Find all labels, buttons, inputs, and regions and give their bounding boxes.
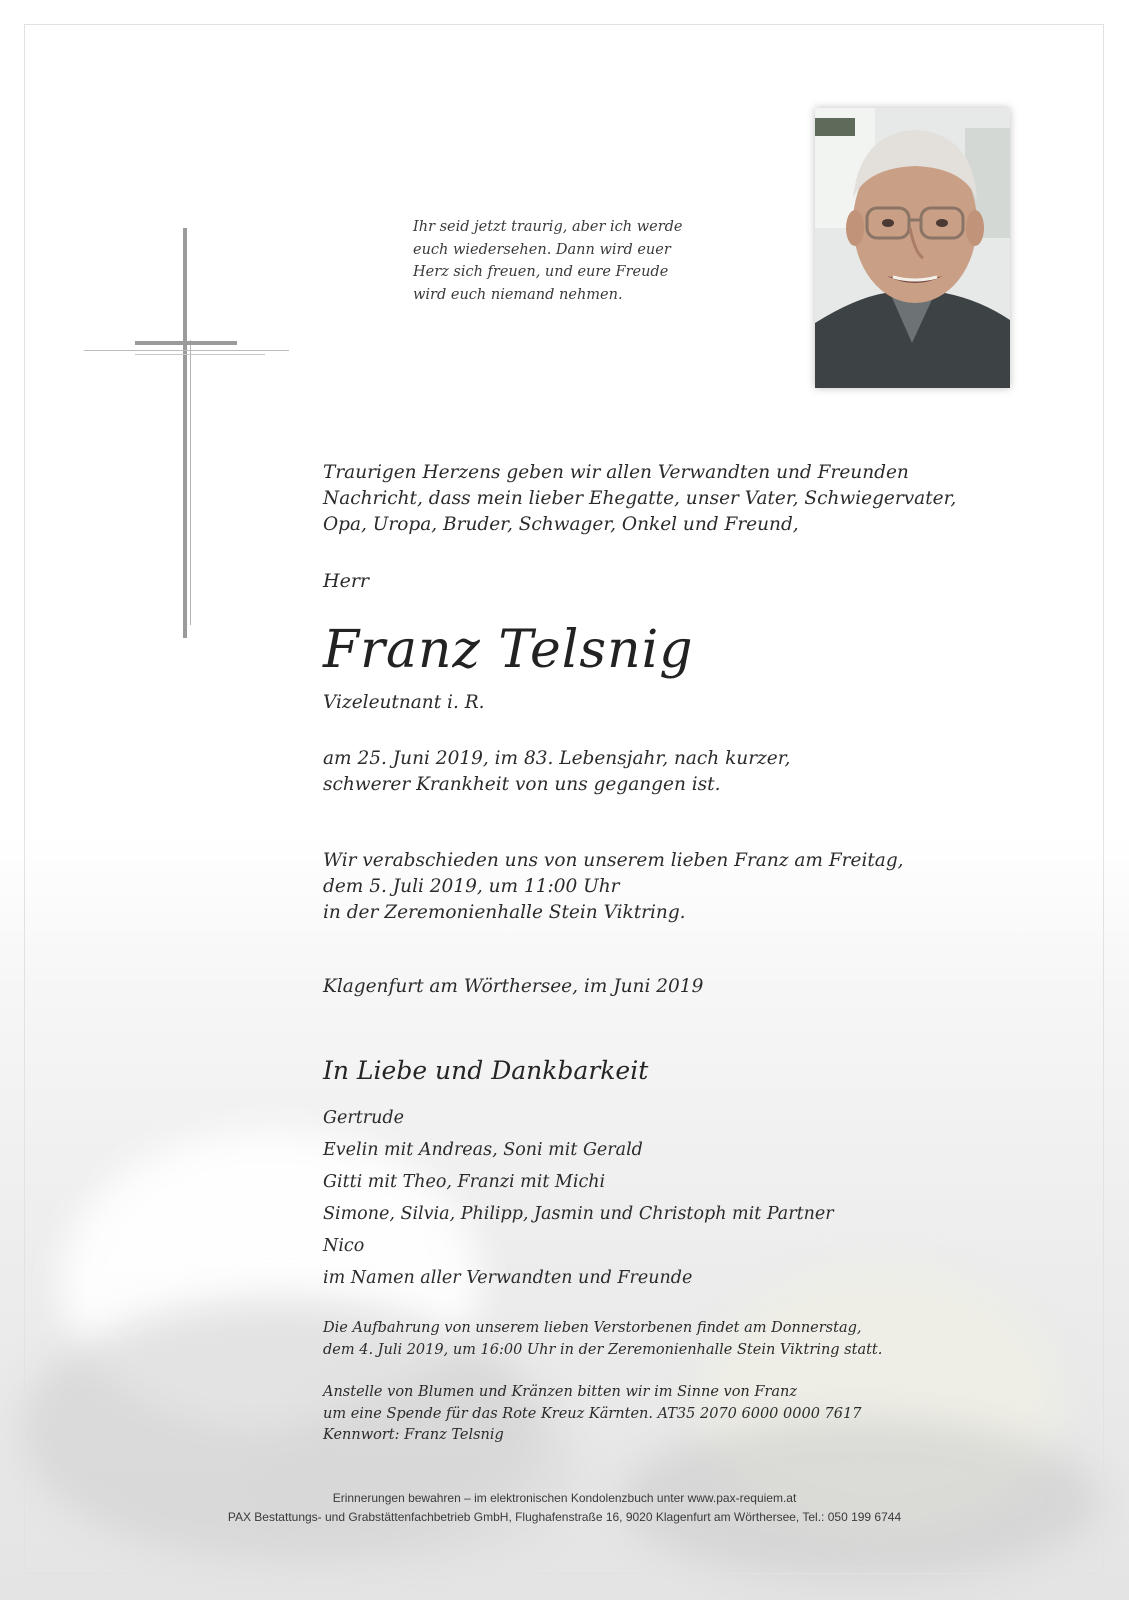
deceased-rank: Vizeleutnant i. R. xyxy=(323,692,485,713)
quote-line: euch wiedersehen. Dann wird euer xyxy=(413,241,671,258)
intro-line: Traurigen Herzens geben wir allen Verwandten und Freunden xyxy=(323,462,909,483)
place-date: Klagenfurt am Wörthersee, im Juni 2019 xyxy=(323,976,704,997)
deceased-name: Franz Telsnig xyxy=(323,620,694,680)
death-line: am 25. Juni 2019, im 83. Lebensjahr, nach kurzer, xyxy=(323,748,791,769)
viewing-line: dem 4. Juli 2019, um 16:00 Uhr in der Zeremonienhalle Stein Viktring statt. xyxy=(323,1341,883,1358)
mourner-item: Evelin mit Andreas, Soni mit Gerald xyxy=(323,1140,643,1160)
love-heading: In Liebe und Dankbarkeit xyxy=(323,1056,649,1085)
footer-company-line: PAX Bestattungs- und Grabstättenfachbetrieb GmbH, Flughafenstraße 16, 9020 Klagenfurt am Wörthersee, Tel.: 050 199 6744 xyxy=(227,1510,902,1524)
mourners-list xyxy=(323,1102,1023,1294)
portrait-photo xyxy=(815,108,1010,388)
donation-line: Kennwort: Franz Telsnig xyxy=(323,1427,504,1443)
intro-text xyxy=(323,460,1043,538)
cross-horizontal-line xyxy=(84,350,289,351)
portrait-illustration xyxy=(815,108,1010,388)
donation-line: Anstelle von Blumen und Kränzen bitten wir im Sinne von Franz xyxy=(323,1384,797,1400)
farewell-text xyxy=(323,848,1023,926)
cross-vertical-beam xyxy=(183,228,187,638)
mourner-item: im Namen aller Verwandten und Freunde xyxy=(323,1268,693,1288)
cross-horizontal-beam xyxy=(135,341,237,345)
quote-line: Ihr seid jetzt traurig, aber ich werde xyxy=(413,219,683,235)
viewing-line: Die Aufbahrung von unserem lieben Verstorbenen findet am Donnerstag, xyxy=(323,1320,862,1336)
intro-line: Nachricht, dass mein lieber Ehegatte, unser Vater, Schwiegervater, xyxy=(323,488,957,509)
cross-horizontal-line xyxy=(135,354,265,355)
farewell-line: Wir verabschieden uns von unserem lieben Franz am Freitag, xyxy=(323,850,904,871)
viewing-note xyxy=(323,1318,1023,1361)
cross-vertical-line xyxy=(190,340,191,625)
death-text xyxy=(323,746,1023,798)
bible-quote xyxy=(413,216,743,306)
mourner-item: Simone, Silvia, Philipp, Jasmin und Christoph mit Partner xyxy=(323,1204,834,1224)
mourner-item: Nico xyxy=(323,1236,365,1256)
donation-note xyxy=(323,1382,1023,1447)
death-line: schwerer Krankheit von uns gegangen ist. xyxy=(323,774,721,795)
farewell-line: dem 5. Juli 2019, um 11:00 Uhr xyxy=(323,876,620,897)
donation-line: um eine Spende für das Rote Kreuz Kärnten. AT35 2070 6000 0000 7617 xyxy=(323,1405,862,1422)
footer-condolence-line: Erinnerungen bewahren – im elektronischen Kondolenzbuch unter www.pax-requiem.at xyxy=(332,1491,797,1505)
mourner-item: Gertrude xyxy=(323,1108,404,1128)
quote-line: wird euch niemand nehmen. xyxy=(413,286,623,303)
intro-line: Opa, Uropa, Bruder, Schwager, Onkel und Freund, xyxy=(323,514,799,535)
mourner-item: Gitti mit Theo, Franzi mit Michi xyxy=(323,1172,606,1192)
farewell-line: in der Zeremonienhalle Stein Viktring. xyxy=(323,902,686,923)
salutation: Herr xyxy=(323,570,369,592)
quote-line: Herz sich freuen, und eure Freude xyxy=(413,264,669,280)
